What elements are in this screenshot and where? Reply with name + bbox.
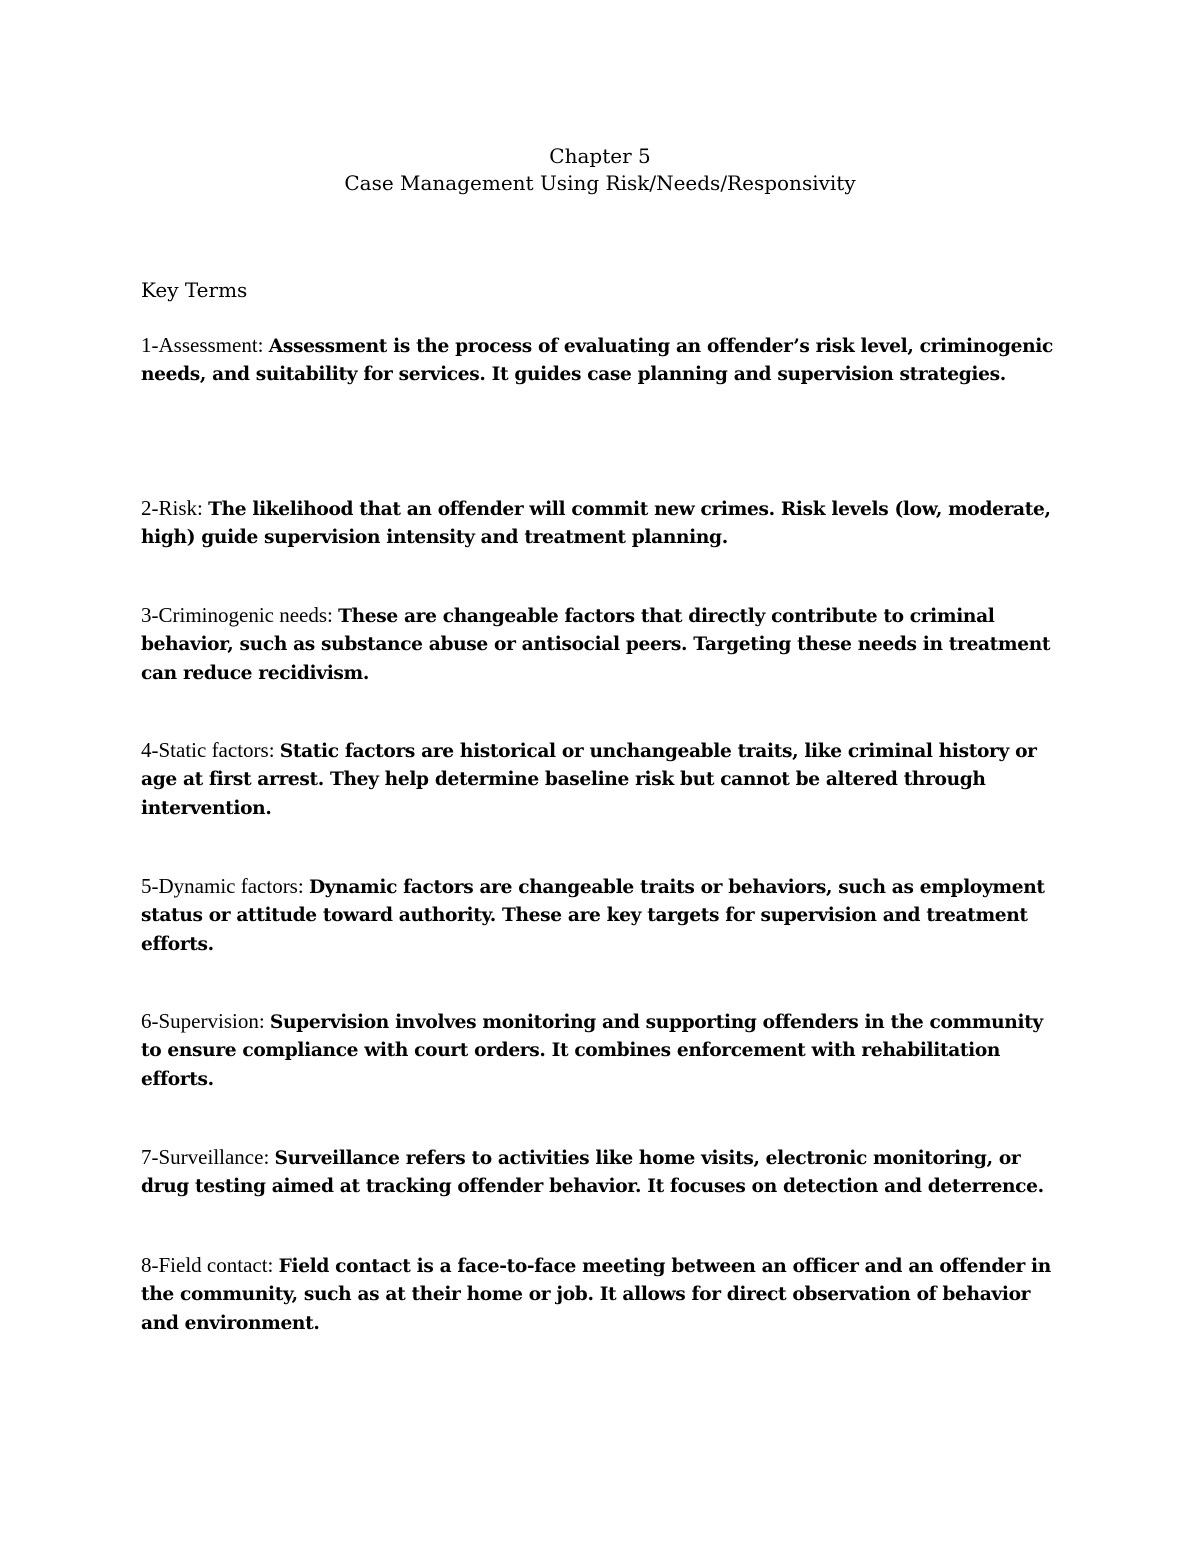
term-supervision <box>141 1008 1066 1093</box>
term-definition: Field contact is a face-to-face meeting between an officer and an offender in the community, such as at their home or job. It allows for direct observation of behavior and environment. <box>141 1256 1051 1334</box>
term-definition: Supervision involves monitoring and supporting offenders in the community to ensure compliance with court orders. It combines enforcement with rehabilitation efforts. <box>141 1012 1043 1090</box>
section-heading: Key Terms <box>141 278 248 302</box>
term-label: 1-Assessment: <box>141 333 269 357</box>
term-dynamic-factors <box>141 873 1066 958</box>
term-label: 7-Surveillance: <box>141 1145 275 1169</box>
term-definition: The likelihood that an offender will commit new crimes. Risk levels (low, moderate, high) guide supervision intensity and treatment planning. <box>141 499 1051 549</box>
chapter-subtitle: Case Management Using Risk/Needs/Responsivity <box>344 171 856 195</box>
term-definition: Surveillance refers to activities like home visits, electronic monitoring, or drug testing aimed at tracking offender behavior. It focuses on detection and deterrence. <box>141 1148 1044 1198</box>
term-criminogenic-needs <box>141 602 1066 687</box>
term-definition: These are changeable factors that directly contribute to criminal behavior, such as substance abuse or antisocial peers. Targeting these needs in treatment can reduce recidivism. <box>141 606 1051 684</box>
term-label: 4-Static factors: <box>141 738 280 762</box>
term-definition: Static factors are historical or unchangeable traits, like criminal history or age at first arrest. They help determine baseline risk but cannot be altered through intervention. <box>141 741 1037 819</box>
term-definition: Dynamic factors are changeable traits or behaviors, such as employment status or attitude toward authority. These are key targets for supervision and treatment efforts. <box>141 877 1045 955</box>
term-label: 5-Dynamic factors: <box>141 874 309 898</box>
term-risk <box>141 495 1066 552</box>
term-label: 8-Field contact: <box>141 1253 279 1277</box>
term-label: 6-Supervision: <box>141 1009 270 1033</box>
term-label: 3-Criminogenic needs: <box>141 603 339 627</box>
term-assessment <box>141 332 1066 389</box>
chapter-title: Chapter 5 <box>549 144 651 168</box>
term-definition: Assessment is the process of evaluating an offender’s risk level, criminogenic needs, and suitability for services. It guides case planning and supervision strategies. <box>141 336 1053 386</box>
title-block <box>0 143 1200 197</box>
term-static-factors <box>141 737 1066 822</box>
term-field-contact <box>141 1252 1066 1337</box>
term-surveillance <box>141 1144 1066 1201</box>
term-label: 2-Risk: <box>141 496 209 520</box>
